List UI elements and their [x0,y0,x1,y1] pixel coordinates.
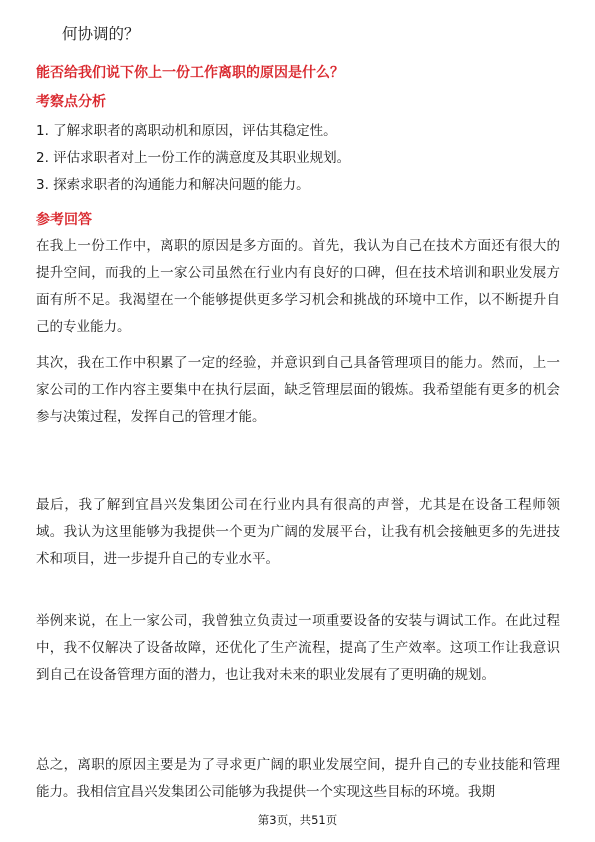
answer-paragraph-5: 总之，离职的原因主要是为了寻求更广阔的职业发展空间，提升自己的专业技能和管理能力。我相信宜昌兴发集团公司能够为我提供一个实现这些目标的环境。我期 [36,757,560,800]
answer-paragraph-3: 最后，我了解到宜昌兴发集团公司在行业内具有很高的声誉，尤其是在设备工程师领域。我认为这里能够为我提供一个更为广阔的发展平台，让我有机会接触更多的先进技术和项目，进一步提升自己的专业水平。 [36,497,560,567]
analysis-point-2: 2. 评估求职者对上一份工作的满意度及其职业规划。 [36,150,351,166]
analysis-point-3: 3. 探索求职者的沟通能力和解决问题的能力。 [36,177,310,193]
continued-question-tail: 何协调的？ [62,25,140,43]
page-number: 第3页，共51页 [257,813,338,827]
question-title: 能否给我们说下你上一份工作离职的原因是什么？ [36,65,344,81]
answer-paragraph-1: 在我上一份工作中，离职的原因是多方面的。首先，我认为自己在技术方面还有很大的提升空间，而我的上一家公司虽然在行业内有良好的口碑，但在技术培训和职业发展方面有所不足。我渴望在一个能够提供更多学习机会和挑战的环境中工作，以不断提升自己的专业能力。 [36,238,560,335]
answer-paragraph-4: 举例来说，在上一家公司，我曾独立负责过一项重要设备的安装与调试工作。在此过程中，我不仅解决了设备故障，还优化了生产流程，提高了生产效率。这项工作让我意识到自己在设备管理方面的潜力，也让我对未来的职业发展有了更明确的规划。 [36,613,560,683]
analysis-heading: 考察点分析 [36,94,106,110]
analysis-point-1: 1. 了解求职者的离职动机和原因，评估其稳定性。 [36,123,337,139]
answer-heading: 参考回答 [36,212,92,228]
answer-paragraph-2: 其次，我在工作中积累了一定的经验，并意识到自己具备管理项目的能力。然而，上一家公司的工作内容主要集中在执行层面，缺乏管理层面的锻炼。我希望能有更多的机会参与决策过程，发挥自己的管理才能。 [36,355,560,425]
